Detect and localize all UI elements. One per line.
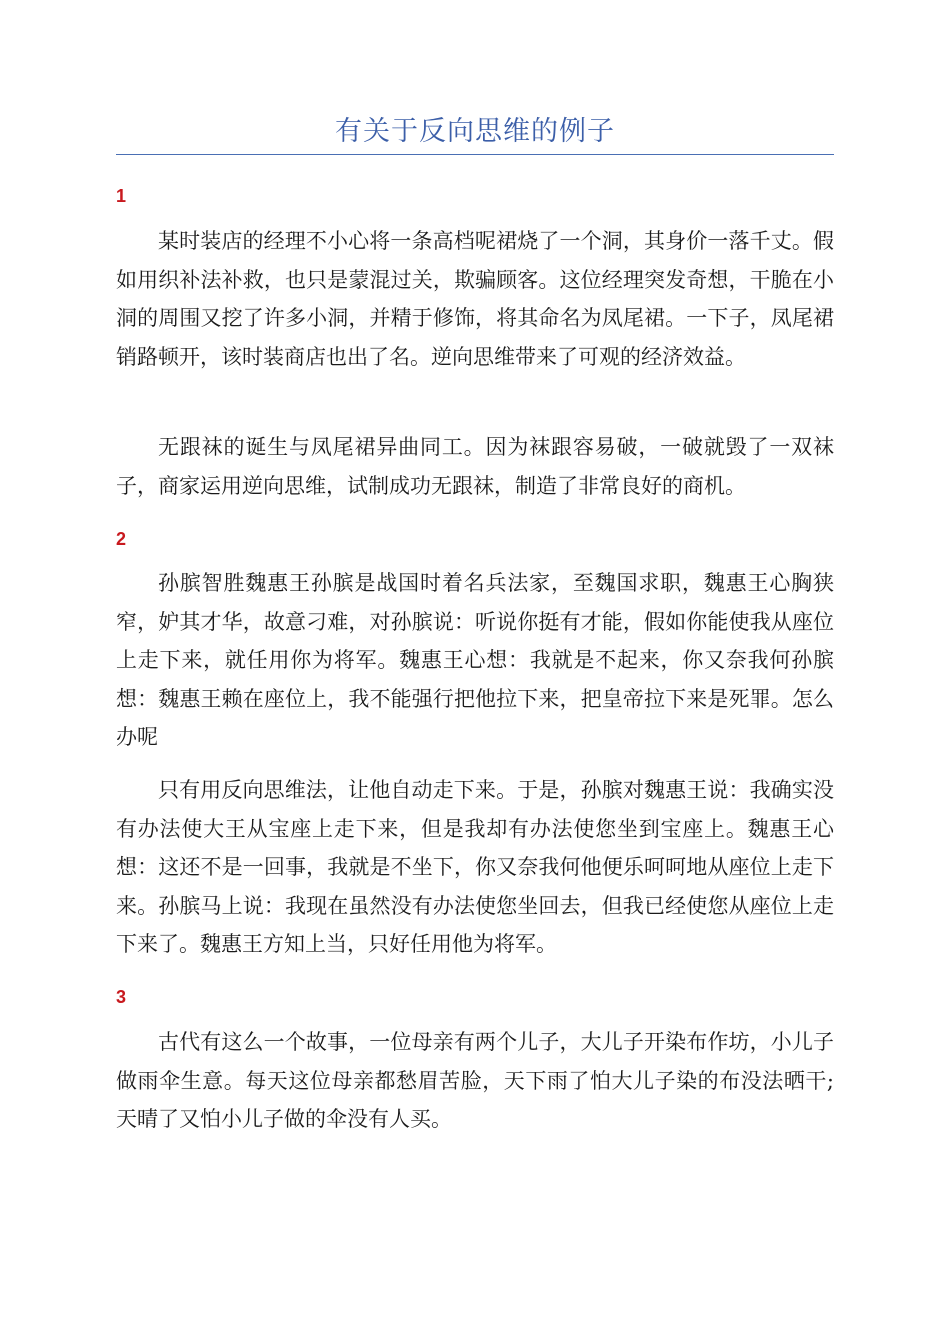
section-number-3: 3 (116, 987, 127, 1007)
section-2-paragraph-2: 只有用反向思维法，让他自动走下来。于是，孙膑对魏惠王说：我确实没有办法使大王从宝座上走下来，但是我却有办法使您坐到宝座上。魏惠王心想：这还不是一回事，我就是不坐下，你又奈我何他便乐呵呵地从座位上走下来。孙膑马上说：我现在虽然没有办法使您坐回去，但我已经使您从座位上走下来了。魏惠王方知上当，只好任用他为将军。 (116, 778, 834, 956)
title-underline (116, 154, 834, 155)
section-1-paragraph-1: 某时装店的经理不小心将一条高档呢裙烧了一个洞，其身价一落千丈。假如用织补法补救，也只是蒙混过关，欺骗顾客。这位经理突发奇想，干脆在小洞的周围又挖了许多小洞，并精于修饰，将其命名为凤尾裙。一下子，凤尾裙销路顿开，该时装商店也出了名。逆向思维带来了可观的经济效益。 (116, 229, 834, 369)
section-1-paragraph-2: 无跟袜的诞生与凤尾裙异曲同工。因为袜跟容易破，一破就毁了一双袜子，商家运用逆向思维，试制成功无跟袜，制造了非常良好的商机。 (116, 435, 834, 498)
section-2-paragraph-1: 孙膑智胜魏惠王孙膑是战国时着名兵法家，至魏国求职，魏惠王心胸狭窄，妒其才华，故意刁难，对孙膑说：听说你挺有才能，假如你能使我从座位上走下来，就任用你为将军。魏惠王心想：我就是不起来，你又奈我何孙膑想：魏惠王赖在座位上，我不能强行把他拉下来，把皇帝拉下来是死罪。怎么办呢 (116, 571, 834, 749)
section-3-paragraph-1: 古代有这么一个故事，一位母亲有两个儿子，大儿子开染布作坊，小儿子做雨伞生意。每天这位母亲都愁眉苦脸，天下雨了怕大儿子染的布没法晒干;天晴了又怕小儿子做的伞没有人买。 (116, 1030, 834, 1131)
page-title: 有关于反向思维的例子 (335, 116, 615, 147)
section-number-2: 2 (116, 529, 127, 549)
section-number-1: 1 (116, 186, 127, 206)
